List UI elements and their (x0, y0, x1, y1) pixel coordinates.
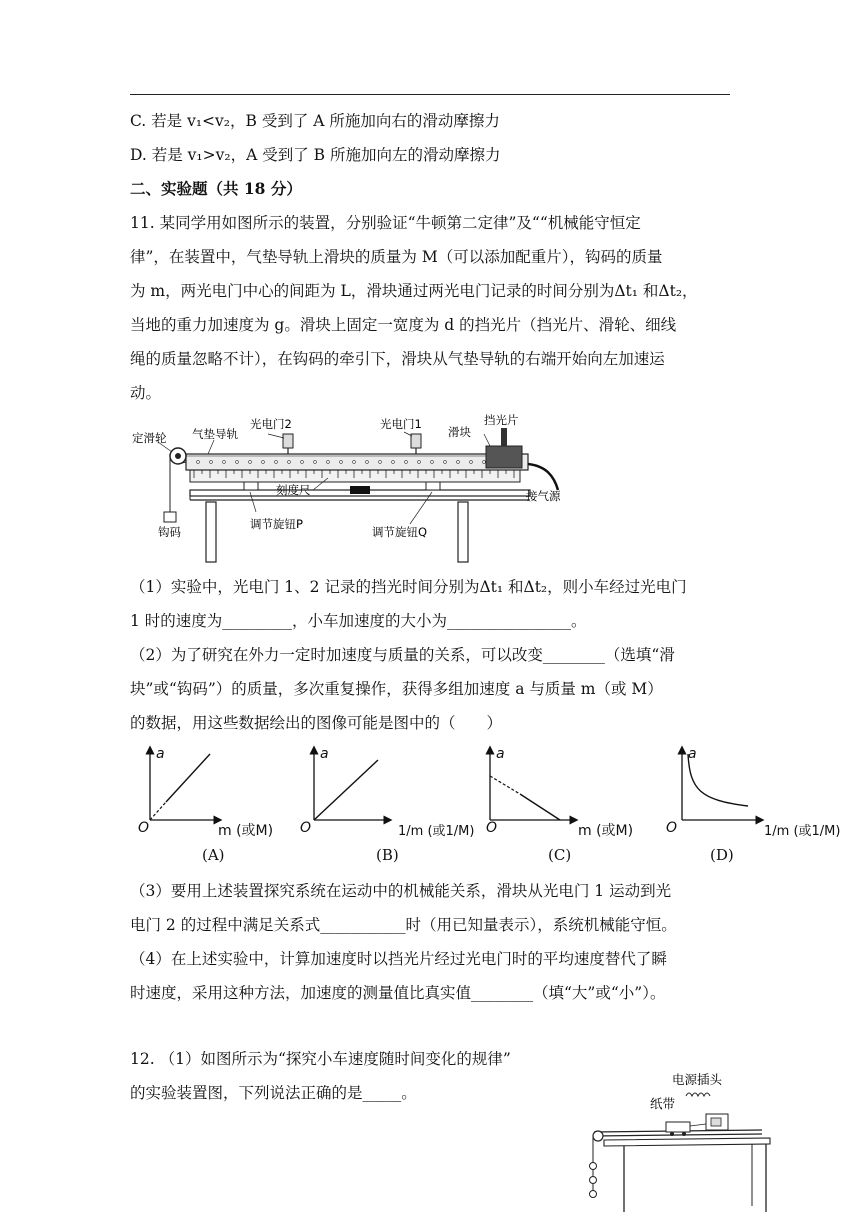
graph-a-caption: (A) (202, 846, 225, 864)
graph-b-caption: (B) (376, 846, 399, 864)
pulley-label: 定滑轮 (132, 431, 167, 445)
q11-sub4-line-2: 时速度，采用这种方法，加速度的测量值比真实值________（填“大”或“小”）。 (130, 984, 666, 1002)
gate2-label: 光电门2 (250, 417, 292, 431)
q11-sub4-line-1: （4）在上述实验中，计算加速度时以挡光片经过光电门时的平均速度替代了瞬 (130, 950, 667, 968)
q11-sub3-line-1: （3）要用上述装置探究系统在运动中的机械能关系，滑块从光电门 1 运动到光 (130, 882, 672, 900)
tape-label: 纸带 (650, 1096, 676, 1111)
graph-b-origin: O (300, 820, 312, 836)
q11-sub2-line-2: 块”或“钩码”）的质量，多次重复操作，获得多组加速度 a 与质量 m（或 M） (130, 680, 663, 698)
q12-line-2: 的实验装置图，下列说法正确的是_____。 (130, 1084, 417, 1102)
graph-a-y-label: a (156, 746, 165, 762)
slider-label: 滑块 (448, 425, 471, 439)
gate1-label: 光电门1 (380, 417, 422, 431)
graph-d-x-label: 1/m (或1/M) (764, 824, 841, 839)
q11-sub3-line-2: 电门 2 的过程中满足关系式___________时（用已知量表示），系统机械能守恒。 (130, 916, 677, 934)
graph-d-caption: (D) (710, 846, 734, 864)
q11-line-1: 11. 某同学用如图所示的装置，分别验证“牛顿第二定律”及““机械能守恒定 (130, 214, 641, 232)
q11-sub1-line-1: （1）实验中，光电门 1、2 记录的挡光时间分别为Δt₁ 和Δt₂，则小车经过光电门 (130, 578, 687, 596)
weight-label: 钩码 (158, 525, 181, 539)
graph-c-y-label: a (496, 746, 505, 762)
q11-sub2-line-3: 的数据，用这些数据绘出的图像可能是图中的（ ） (130, 714, 503, 732)
option-c: C. 若是 v₁<v₂，B 受到了 A 所施加向右的滑动摩擦力 (130, 112, 500, 130)
air-track-figure (128, 412, 588, 568)
graph-a-x-label: m (或M) (218, 823, 274, 839)
q11-line-6: 动。 (130, 384, 162, 402)
q11-line-5: 绳的质量忽略不计），在钩码的牵引下，滑块从气垫导轨的右端开始向左加速运 (130, 350, 665, 368)
q11-sub1-line-2: 1 时的速度为_________，小车加速度的大小为________________。 (130, 612, 587, 630)
option-d: D. 若是 v₁>v₂，A 受到了 B 所施加向左的滑动摩擦力 (130, 146, 501, 164)
graph-c-x-label: m (或M) (578, 823, 634, 839)
knob-p-label: 调节旋钮P (250, 517, 303, 531)
graph-d-origin: O (666, 820, 678, 836)
q11-line-2: 律”，在装置中，气垫导轨上滑块的质量为 M（可以添加配重片），钩码的质量 (130, 248, 663, 266)
scale-label: 刻度尺 (276, 483, 311, 497)
graph-c-origin: O (486, 820, 498, 836)
track-label: 气垫导轨 (192, 427, 238, 441)
graph-c-caption: (C) (548, 846, 572, 864)
air-source-label: 接气源 (526, 489, 561, 503)
q11-sub2-line-1: （2）为了研究在外力一定时加速度与质量的关系，可以改变________（选填“滑 (130, 646, 675, 664)
q11-line-4: 当地的重力加速度为 g。滑块上固定一宽度为 d 的挡光片（挡光片、滑轮、细线 (130, 316, 677, 334)
graph-a-origin: O (138, 820, 150, 836)
graph-b-x-label: 1/m (或1/M) (398, 824, 475, 839)
header-rule (130, 94, 730, 95)
q11-line-3: 为 m，两光电门中心的间距为 L，滑块通过两光电门记录的时间分别为Δt₁ 和Δt₂， (130, 282, 698, 300)
graph-d-y-label: a (688, 746, 697, 762)
shutter-label: 挡光片 (484, 413, 519, 427)
cart-figure (580, 1066, 780, 1212)
graph-b-y-label: a (320, 746, 329, 762)
q12-line-1: 12. （1）如图所示为“探究小车速度随时间变化的规律” (130, 1050, 511, 1068)
section-heading: 二、实验题（共 18 分） (130, 179, 302, 198)
knob-q-label: 调节旋钮Q (372, 525, 428, 539)
plug-label: 电源插头 (672, 1072, 723, 1087)
